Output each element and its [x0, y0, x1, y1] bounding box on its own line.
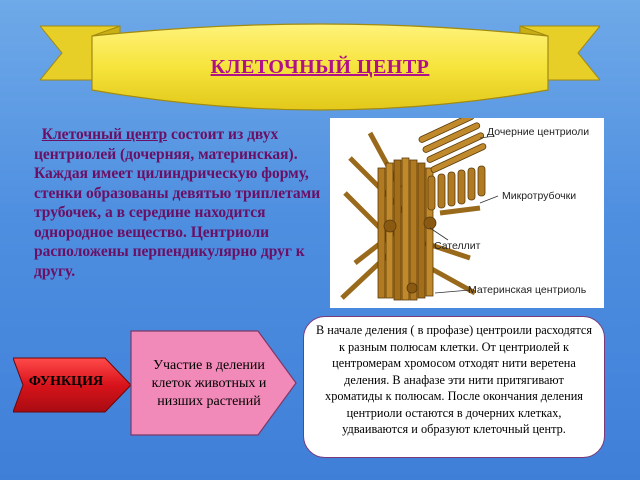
title-banner	[40, 18, 600, 118]
centriole-illustration	[330, 118, 604, 308]
label-microtubules: Микротрубочки	[502, 190, 577, 202]
function-text: ФУНКЦИЯ	[28, 374, 104, 389]
label-daughter-centrioles: Дочерние центриоли	[487, 126, 590, 138]
page-title: КЛЕТОЧНЫЙ ЦЕНТР	[210, 56, 430, 78]
intro-text: состоит из двух центриолей (дочерняя, материнская). Каждая имеет цилиндрическую форму, стенки образованы девятью триплетами трубочек, а в середине находится однородное вещество. Центриоли расположены перпендикулярно друг к другу.	[34, 126, 321, 280]
intro-term: Клеточный центр	[41, 126, 168, 143]
division-details-box: В начале деления ( в профазе) центроили расходятся к разным полюсам клетки. От центриолей к центромерам хромосом отходят нити веретена деления. В анафазе эти нити притягивают хроматиды к полюсам. После окончания деления центриоли остаются в дочерних клетках, удваиваются и образуют клеточный центр.	[303, 316, 605, 458]
label-satellite: Сателлит	[434, 240, 481, 252]
intro-paragraph	[34, 125, 329, 281]
label-mother-centriole: Материнская центриоль	[468, 284, 587, 296]
role-text: Участие в делении клеток животных и низших растений	[151, 358, 267, 409]
centriole-drawing	[330, 118, 604, 308]
function-arrow	[13, 354, 133, 416]
role-box	[130, 330, 298, 436]
